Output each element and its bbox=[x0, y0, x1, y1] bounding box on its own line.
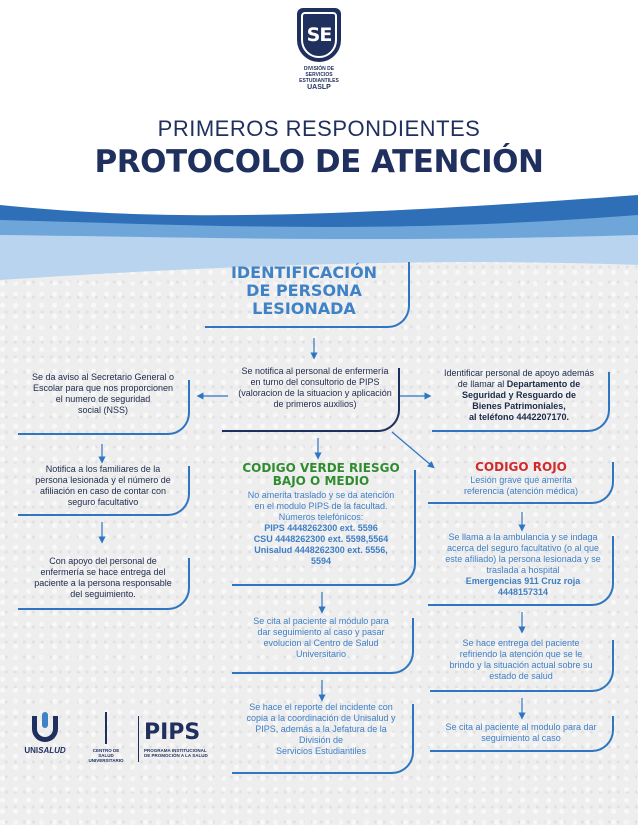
unisalud-icon bbox=[32, 712, 58, 742]
red-step-ambulance-underline bbox=[428, 536, 614, 606]
green-step-followup: Se cita al paciente al módulo para dar seguimiento al caso y pasar evolucion al Centro de Salud Universitario bbox=[253, 616, 389, 659]
pips-subtitle: PROGRAMA INSTITUCIONAL DE PROMOCIÓN A LA SALUD bbox=[144, 748, 208, 758]
start-underline bbox=[205, 262, 410, 328]
left-step-nss-underline bbox=[18, 380, 190, 435]
page-title: PROTOCOLO DE ATENCIÓN bbox=[94, 144, 544, 180]
unisalud-logo: UNISALUD bbox=[20, 712, 70, 755]
red-step-followup-underline bbox=[430, 716, 614, 752]
green-step-report-underline bbox=[232, 704, 414, 774]
green-step-followup-underline bbox=[232, 618, 414, 674]
green-step-report: Se hace el reporte del incidente con copia a la coordinación de Unisalud y PIPS, además a la Jefatura de la División de Servicios Estudiantiles bbox=[246, 702, 396, 756]
right-security-block: Identificar personal de apoyo además de llamar al Departamento de Seguridad y Resguardo de Bienes Patrimoniales, al teléfono 4442207170. bbox=[443, 368, 595, 422]
red-code-underline bbox=[428, 462, 614, 504]
footer-logos bbox=[20, 712, 210, 772]
logo-divider bbox=[138, 716, 139, 762]
red-code-block: CODIGO ROJO Lesión grave que amerita referencia (atención médica) bbox=[463, 460, 579, 496]
red-step-handover: Se hace entrega del paciente refiriendo la atención que se le brindo y la situación actual sobre su estado de salud bbox=[449, 638, 593, 681]
left-step-family-underline bbox=[18, 466, 190, 516]
page-subtitle: PRIMEROS RESPONDIENTES bbox=[157, 116, 481, 141]
logo-org: UASLP bbox=[307, 84, 331, 91]
left-step-nss: Se da aviso al Secretario General o Escolar para que nos proporcionen el numero de seguridad social (NSS) bbox=[31, 372, 175, 415]
start-title: IDENTIFICACIÓN DE PERSONA LESIONADA bbox=[230, 263, 378, 318]
right-security-underline bbox=[432, 372, 610, 432]
csu-logo: CENTRO DE SALUD UNIVERSITARIO bbox=[86, 712, 126, 763]
notify-nursing-block: Se notifica al personal de enfermería en turno del consultorio de PIPS (valoracion de la situacion y aplicación de primeros auxilios) bbox=[238, 366, 392, 409]
left-step-family: Notifica a los familiares de la persona lesionada y el número de afiliación en caso de contar con seguro facultativo bbox=[35, 464, 171, 507]
green-code-underline bbox=[232, 470, 416, 586]
left-step-handover-underline bbox=[18, 558, 190, 610]
notify-underline bbox=[222, 368, 400, 432]
caduceus-icon bbox=[105, 712, 127, 744]
shield-icon: SE bbox=[297, 8, 341, 62]
red-step-followup: Se cita al paciente al modulo para dar seguimiento al caso bbox=[445, 722, 597, 743]
red-step-handover-underline bbox=[430, 640, 614, 692]
green-code-block: CODIGO VERDE RIESGO BAJO O MEDIO No amerita traslado y se da atención en el modulo PIPS de la facultad. Números telefónicos: PIPS 4448262300 ext. 5596 CSU 4448262300 ext. 5598,5564 Unisalud 4448262300 ext. 5556, 5594 bbox=[242, 461, 400, 566]
pips-logo: PIPS bbox=[144, 720, 201, 745]
left-step-handover: Con apoyo del personal de enfermería se hace entrega del paciente a la persona responsable del seguimiento. bbox=[34, 556, 172, 599]
red-step-ambulance: Se llama a la ambulancia y se indaga acerca del seguro facultativo (o al que este afiliado) la persona lesionada y se traslada a hospital Emergencias 911 Cruz roja 4448157314 bbox=[445, 532, 601, 597]
logo-caption: DIVISIÓN DE SERVICIOS ESTUDIANTILES bbox=[299, 66, 339, 84]
division-logo bbox=[289, 8, 349, 91]
